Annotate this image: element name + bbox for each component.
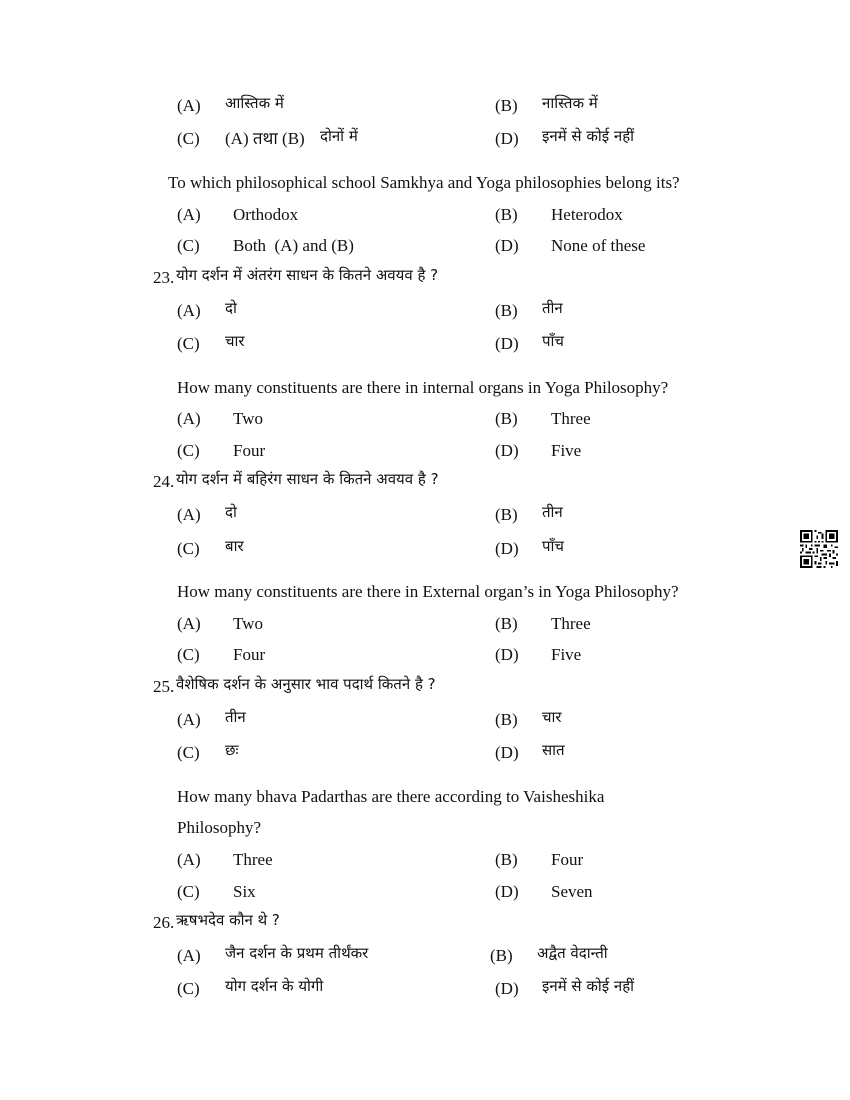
option-label: (D) <box>495 882 519 901</box>
option-label: (D) <box>495 441 519 460</box>
option-text: दो <box>225 299 237 317</box>
option-text: छः <box>225 741 239 759</box>
question-text: Philosophy? <box>177 818 262 837</box>
question-text: How many constituents are there in internal organs in Yoga Philosophy? <box>177 378 669 397</box>
option-label: (B) <box>495 96 518 115</box>
option-label: (A) <box>177 850 201 869</box>
option-text: योग दर्शन के योगी <box>225 977 324 995</box>
option-label: (D) <box>495 979 519 998</box>
option-label: (B) <box>495 614 518 633</box>
option-text: अद्वैत वेदान्ती <box>537 944 608 962</box>
option-label: (B) <box>495 505 518 524</box>
option-text: चार <box>225 332 245 350</box>
option-text: इनमें से कोई नहीं <box>542 127 635 145</box>
option-label: (B) <box>495 301 518 320</box>
option-label: (C) <box>177 334 200 353</box>
option-text: तीन <box>225 708 246 726</box>
question-number: 25. <box>153 677 175 696</box>
option-text: Five <box>551 645 582 664</box>
question-text: वैशेषिक दर्शन के अनुसार भाव पदार्थ कितने है ? <box>176 675 436 693</box>
option-label: (A) <box>177 614 201 633</box>
option-text: तीन <box>542 299 563 317</box>
question-number: 26. <box>153 913 175 932</box>
option-text: पाँच <box>542 537 564 555</box>
question-text: योग दर्शन में बहिरंग साधन के कितने अवयव है ? <box>176 470 439 488</box>
option-label: (B) <box>490 946 513 965</box>
option-text: तीन <box>542 503 563 521</box>
option-label: (C) <box>177 882 200 901</box>
option-text: आस्तिक में <box>225 94 284 112</box>
option-label: (C) <box>177 539 200 558</box>
option-text: Four <box>551 850 584 869</box>
option-text: Four <box>233 441 266 460</box>
option-label: (C) <box>177 441 200 460</box>
option-text: Orthodox <box>233 205 299 224</box>
option-label: (B) <box>495 205 518 224</box>
option-text: Seven <box>551 882 593 901</box>
question-number: 24. <box>153 472 175 491</box>
option-label: (D) <box>495 129 519 148</box>
option-text: Heterodox <box>551 205 623 224</box>
option-text: Four <box>233 645 266 664</box>
option-label: (C) <box>177 129 200 148</box>
option-label: (A) <box>177 710 201 729</box>
option-text: None of these <box>551 236 646 255</box>
option-label: (D) <box>495 236 519 255</box>
option-text: चार <box>542 708 562 726</box>
option-label: (A) <box>177 96 201 115</box>
option-text: सात <box>542 741 565 759</box>
option-label: (C) <box>177 979 200 998</box>
question-text: To which philosophical school Samkhya and Yoga philosophies belong its? <box>168 173 680 192</box>
option-label: (C) <box>177 645 200 664</box>
option-label: (D) <box>495 539 519 558</box>
option-label: (A) <box>177 946 201 965</box>
option-label: (B) <box>495 710 518 729</box>
option-text: Six <box>233 882 256 901</box>
question-text: How many bhava Padarthas are there according to Vaisheshika <box>177 787 605 806</box>
option-text: Three <box>551 614 591 633</box>
option-text: Both (A) and (B) <box>233 236 354 255</box>
option-text: बार <box>225 537 244 555</box>
option-label: (A) <box>177 409 201 428</box>
option-label: (A) <box>177 301 201 320</box>
option-text: Two <box>233 409 263 428</box>
option-label: (D) <box>495 334 519 353</box>
qr-code-icon <box>800 530 838 568</box>
question-text: ऋषभदेव कौन थे ? <box>176 911 280 929</box>
question-text: योग दर्शन में अंतरंग साधन के कितने अवयव है ? <box>176 266 439 284</box>
option-text: Five <box>551 441 582 460</box>
option-text: दो <box>225 503 237 521</box>
option-text: जैन दर्शन के प्रथम तीर्थंकर <box>225 944 369 962</box>
option-text: Two <box>233 614 263 633</box>
option-label: (C) <box>177 236 200 255</box>
question-number: 23. <box>153 268 175 287</box>
option-text: नास्तिक में <box>542 94 598 112</box>
option-text: दोनों में <box>320 127 358 145</box>
option-text: पाँच <box>542 332 564 350</box>
option-label: (A) <box>177 505 201 524</box>
option-text: इनमें से कोई नहीं <box>542 977 635 995</box>
option-label: (D) <box>495 743 519 762</box>
option-label: (B) <box>495 850 518 869</box>
option-label: (A) <box>177 205 201 224</box>
option-label: (C) <box>177 743 200 762</box>
option-label: (D) <box>495 645 519 664</box>
question-text: How many constituents are there in External organ’s in Yoga Philosophy? <box>177 582 679 601</box>
option-text: Three <box>551 409 591 428</box>
option-text: (A) तथा (B) <box>225 129 305 148</box>
option-text: Three <box>233 850 273 869</box>
option-label: (B) <box>495 409 518 428</box>
